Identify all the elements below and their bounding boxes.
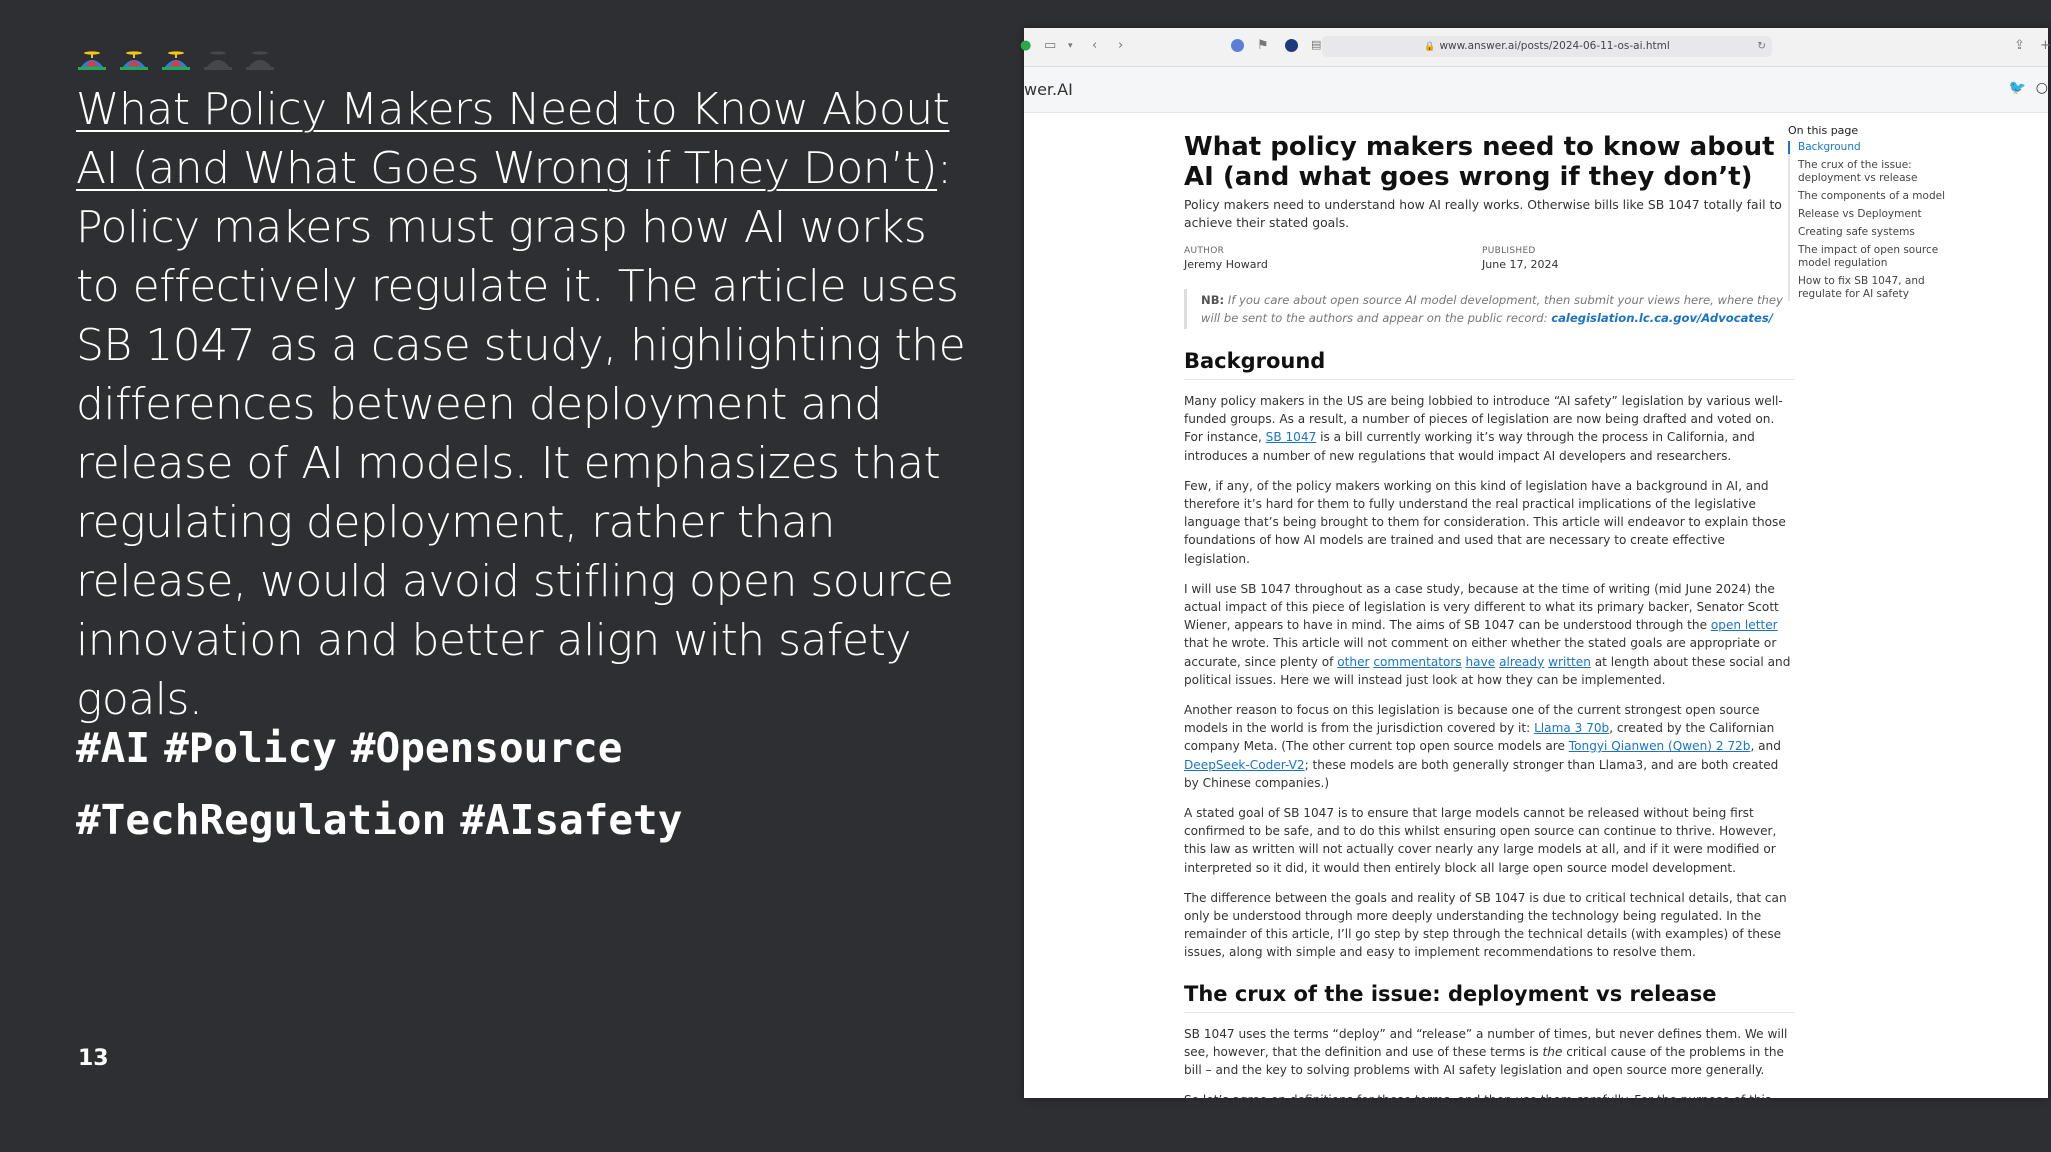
reload-icon[interactable]: ↻ xyxy=(1757,40,1766,52)
article-title-link[interactable]: What Policy Makers Need to Know About AI (and What Goes Wrong if They Don’t) xyxy=(76,84,950,194)
article-meta xyxy=(1184,246,1794,271)
published-date: June 17, 2024 xyxy=(1482,258,1559,271)
open-letter-link[interactable]: open letter xyxy=(1710,618,1778,633)
propeller-hat-icon xyxy=(160,50,192,72)
share-icon[interactable]: ⇪ xyxy=(2014,38,2025,53)
paragraph: A stated goal of SB 1047 is to ensure that large models cannot be released without being first confirmed to be safe, and to do this whilst ensuring open source can continue to thrive. However, this law as written will not actually cover nearly any large models at all, and if it were modified or interpreted so it did, it would then entirely block all large open source model development. xyxy=(1184,806,1777,875)
paragraph: Another reason to focus on this legislation is because one of the current strongest open source models in the world is from the jurisdiction covered by it: Llama 3 70b, created by the Californian company Meta. (The other current top open source models are Tongyi Qianwen (Qwen) 2 72b, and DeepSeek-Coder-V2; these models are both generally stronger than Llama3, and are both created by Chinese companies.) xyxy=(1184,703,1781,790)
nb-callout xyxy=(1184,289,1794,329)
paragraph: So let’s agree on definitions for these terms, and then use them carefully. For the purpose of this xyxy=(1184,1093,1772,1108)
have-link[interactable]: have xyxy=(1465,654,1496,669)
site-navbar xyxy=(1024,67,2048,113)
forward-icon[interactable]: › xyxy=(1118,38,1124,53)
hashtag: #Policy xyxy=(164,724,337,772)
summary-text: Policy makers must grasp how AI works to effectively regulate it. The article uses SB 1047 as a case study, highlighting the differences between deployment and release of AI models. It emphasizes that regulating deployment, rather than release, would avoid stifling open source innovation and better align with safety goals. xyxy=(76,202,966,725)
nb-label: NB: xyxy=(1201,293,1225,307)
slide-summary xyxy=(76,80,976,729)
toc-item-fix-sb1047[interactable]: How to fix SB 1047, and regulate for AI safety xyxy=(1798,275,1925,300)
propeller-hat-icon xyxy=(76,50,108,72)
already-link[interactable]: already xyxy=(1499,654,1545,669)
sb1047-link[interactable]: SB 1047 xyxy=(1265,430,1317,445)
qwen-link[interactable]: Tongyi Qianwen (Qwen) 2 72b xyxy=(1568,739,1751,754)
article-subtitle: Policy makers need to understand how AI really works. Otherwise bills like SB 1047 totally fail to achieve their stated goals. xyxy=(1184,197,1782,230)
address-bar[interactable] xyxy=(1322,36,1772,57)
toc-item-background[interactable]: Background xyxy=(1788,141,1948,154)
llama-link[interactable]: Llama 3 70b xyxy=(1534,721,1610,736)
window-dot-icon[interactable]: ● xyxy=(1020,38,1032,53)
propeller-hat-icon xyxy=(118,50,150,72)
browser-window xyxy=(1020,28,2051,1108)
search-icon[interactable]: ○ xyxy=(2035,80,2048,96)
article-body xyxy=(1184,132,1794,1122)
twitter-icon[interactable]: 🐦 xyxy=(2008,80,2026,96)
paragraph: The difference between the goals and reality of SB 1047 is due to critical technical details, that can only be understood through more deeply understanding the technology being regulated. In the remainder of this article, I’ll go step by step through the technical details (with examples) of these issues, along with simple and easy to implement recommendations to resolve them. xyxy=(1184,890,1787,960)
paragraph: SB 1047 uses the terms “deploy” and “release” a number of times, but never defines them. We will see, however, that the definition and use of these terms is the critical cause of the problems in the bill – and the key to solving problems with AI safety legislation and open source more generally. xyxy=(1184,1026,1788,1078)
written-link[interactable]: written xyxy=(1548,654,1591,669)
chevron-down-icon[interactable]: ▾ xyxy=(1068,41,1073,51)
section-heading-background: Background xyxy=(1184,349,1794,380)
translate-icon[interactable]: ⚑ xyxy=(1257,38,1269,53)
extension-shield-icon[interactable] xyxy=(1285,39,1298,52)
toc-item-components[interactable]: The components of a model xyxy=(1798,190,1945,202)
propeller-hat-gray-icon xyxy=(202,50,234,72)
table-of-contents xyxy=(1788,124,1948,306)
hashtag: #Opensource xyxy=(350,724,623,772)
toc-heading: On this page xyxy=(1788,124,1859,137)
slide-number: 13 xyxy=(78,1046,109,1071)
other-link[interactable]: other xyxy=(1337,654,1370,669)
browser-toolbar xyxy=(1020,28,2051,67)
published-label: PUBLISHED xyxy=(1482,246,1536,256)
new-tab-icon[interactable]: + xyxy=(2040,38,2051,53)
section-heading-crux: The crux of the issue: deployment vs release xyxy=(1184,982,1794,1013)
rating-icons xyxy=(76,50,276,72)
article-title: What policy makers need to know about AI (and what goes wrong if they don’t) xyxy=(1184,132,1775,192)
lock-icon: 🔒 xyxy=(1424,42,1436,52)
hashtag: #AI xyxy=(76,724,151,772)
hashtag: #AIsafety xyxy=(460,796,683,844)
site-brand[interactable]: wer.AI xyxy=(1024,80,1073,99)
deepseek-link[interactable]: DeepSeek-Coder-V2 xyxy=(1184,757,1305,772)
sidebar-toggle-icon[interactable]: ▭ xyxy=(1044,38,1057,53)
nb-text: If you care about open source AI model development, then submit your views here, where they will be sent to the authors and appear on the public record: xyxy=(1201,293,1783,325)
back-icon[interactable]: ‹ xyxy=(1092,38,1098,53)
commentators-link[interactable]: commentators xyxy=(1373,654,1462,669)
author-label: AUTHOR xyxy=(1184,246,1225,256)
url-text: www.answer.ai/posts/2024-06-11-os-ai.html xyxy=(1439,40,1670,52)
toc-item-safe-systems[interactable]: Creating safe systems xyxy=(1798,226,1915,238)
hashtag: #TechRegulation xyxy=(76,796,447,844)
author-name: Jeremy Howard xyxy=(1184,258,1268,271)
reader-icon[interactable]: ▤ xyxy=(1311,38,1322,51)
toc-item-open-source-impact[interactable]: The impact of open source model regulation xyxy=(1798,244,1939,269)
paragraph: I will use SB 1047 throughout as a case study, because at the time of writing (mid June 2024) the actual impact of this piece of legislation is very different to what its primary backer, Senator Scott Wiener, appears to have in mind. The aims of SB 1047 can be understood through the open letter that he wrote. This article will not comment on either whether the stated goals are appropriate or accurate, since plenty of other commentators have already written at length about these social and political issues. Here we will instead just look at how they can be implemented. xyxy=(1184,581,1791,687)
advocates-link[interactable]: calegislation.lc.ca.gov/Advocates/ xyxy=(1551,311,1773,325)
hashtags xyxy=(76,712,976,856)
paragraph: Many policy makers in the US are being lobbied to introduce “AI safety” legislation by various well-funded groups. As a result, a number of pieces of legislation are now being drafted and voted on. For instance, SB 1047 is a bill currently working it’s way through the process in California, and introduces a number of new regulations that would impact AI developers and researchers. xyxy=(1184,394,1783,463)
extension-icon[interactable] xyxy=(1231,39,1244,52)
headline-colon: : xyxy=(937,143,952,194)
toc-item-crux[interactable]: The crux of the issue: deployment vs release xyxy=(1798,159,1918,184)
paragraph: Few, if any, of the policy makers working on this kind of legislation have a background in AI, and therefore it’s hard for them to fully understand the real practical implications of the legislative language that’s being brought to them for consideration. This article will endeavor to explain those foundations of how AI models are trained and used that are necessary to create effective legislation. xyxy=(1184,478,1786,566)
toc-item-release-vs-deployment[interactable]: Release vs Deployment xyxy=(1798,208,1922,220)
propeller-hat-gray-icon xyxy=(244,50,276,72)
